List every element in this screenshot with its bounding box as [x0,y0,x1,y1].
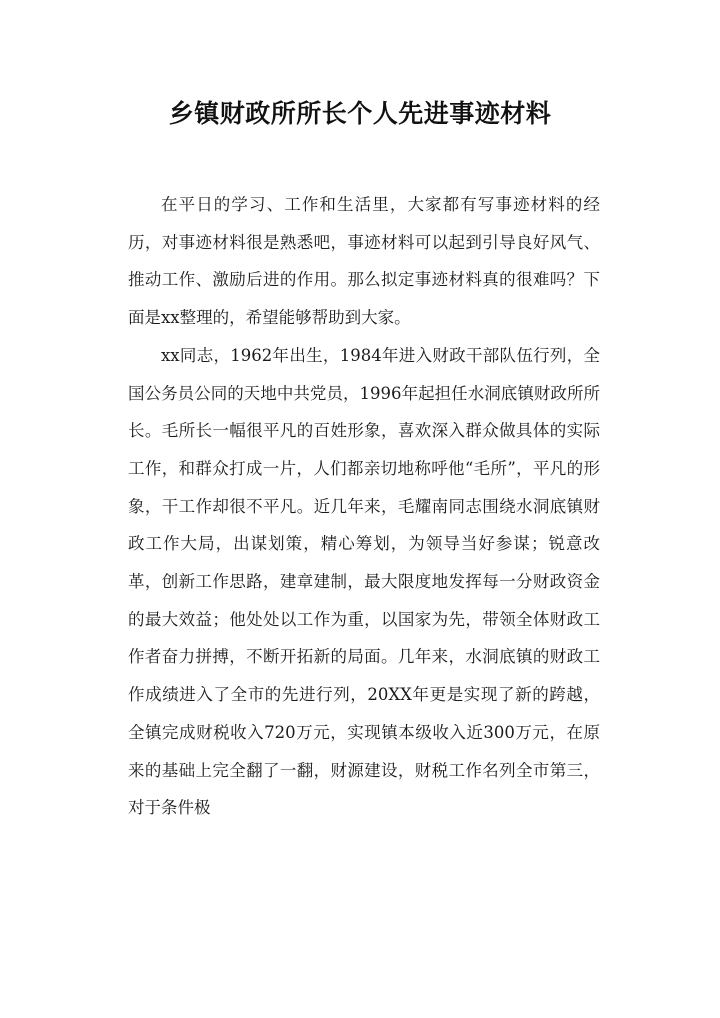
document-title: 乡镇财政所所长个人先进事迹材料 [168,99,552,128]
paragraph-intro: 在平日的学习、工作和生活里，大家都有写事迹材料的经历，对事迹材料很是熟悉吧，事迹材料可以起到引导良好风气、推动工作、激励后进的作用。那么拟定事迹材料真的很难吗？下面是xx整理的，希望能够帮助到大家。 [128,195,600,328]
paragraph-profile: xx同志，1962年出生，1984年进入财政干部队伍行列，全国公务员公同的天地中共党员，1996年起担任水洞底镇财政所所长。毛所长一幅很平凡的百姓形象，喜欢深入群众做具体的实际工作，和群众打成一片，人们都亲切地称呼他“毛所”，平凡的形象，干工作却很不平凡。近几年来，毛耀南同志围绕水洞底镇财政工作大局，出谋划策，精心筹划，为领导当好参谋；锐意改革，创新工作思路，建章建制，最大限度地发挥每一分财政资金的最大效益；他处处以工作为重，以国家为先，带领全体财政工作者奋力拼搏，不断开拓新的局面。几年来，水洞底镇的财政工作成绩进入了全市的先进行列，20XX年更是实现了新的跨越，全镇完成财税收入720万元，实现镇本级收入近300万元，在原来的基础上完全翻了一翻，财源建设，财税工作名列全市第三，对于条件极 [128,345,600,818]
document-body [128,186,600,827]
